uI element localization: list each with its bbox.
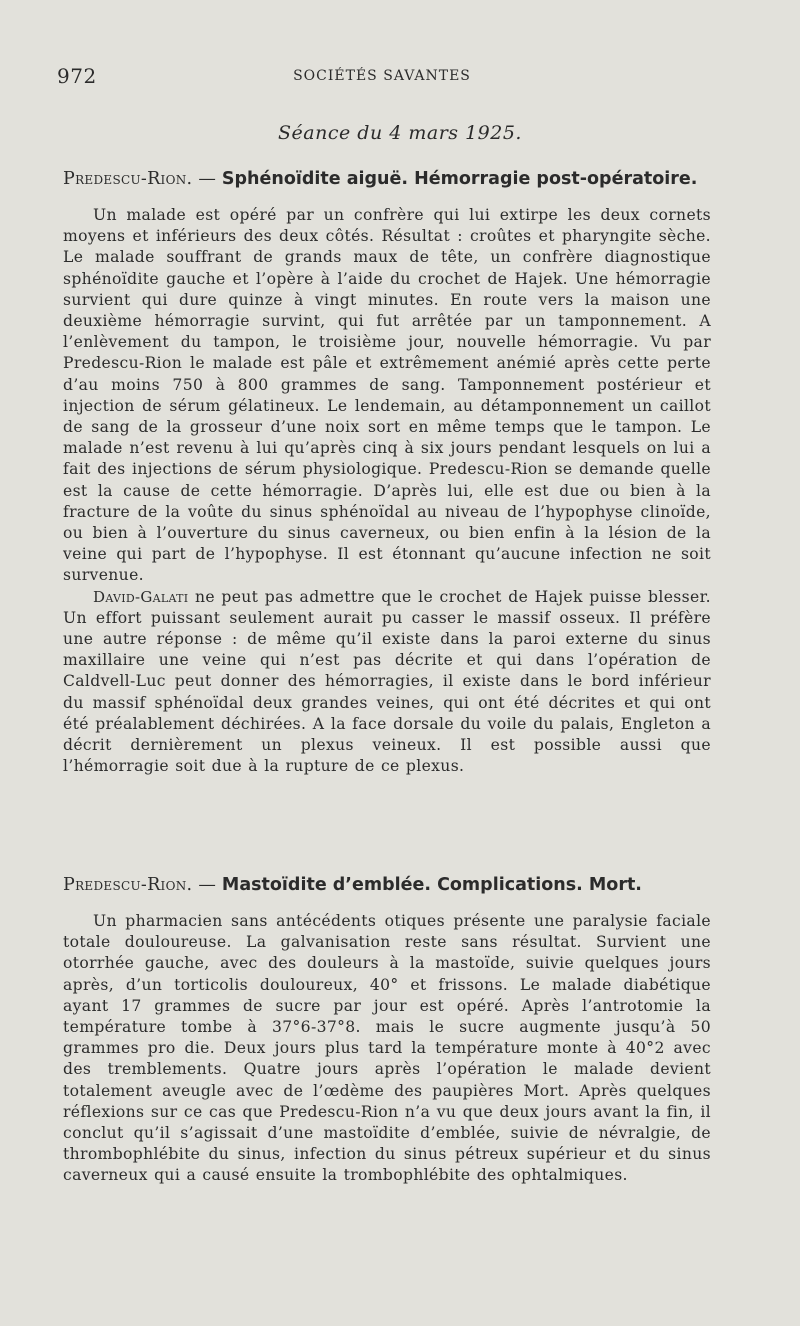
article-paragraph: Un pharmacien sans antécédents otiques présente une paralysie faciale totale douloureuse. La galvanisation reste sans résultat. Survient une otorrhée gauche, avec des douleurs à la mastoïde, suivie quelques jours après, d’un torticolis douloureux, 40° et frissons. Le malade diabétique ayant 17 grammes de sucre par jour est opéré. Après l’antrotomie la température tombe à 37°6-37°8. mais le sucre augmente jusqu’à 50 grammes pro die. Deux jours plus tard la température monte à 40°2 avec des tremblements. Quatre jours après l’opération le malade devient totalement aveugle avec de l’œdème des paupières Mort. Après quelques réflexions sur ce cas que Predescu-Rion n’a vu que deux jours avant la fin, il conclut qu’il s’agissait d’une mastoïdite d’emblée, suivie de névralgie, de thrombophlébite du sinus, infection du sinus pétreux supérieur et du sinus caverneux qui a causé ensuite la trombophlébite des ophtalmiques. xyxy=(63,912,711,1185)
heading-dash: — xyxy=(198,169,216,189)
page-number: 972 xyxy=(57,64,97,88)
article-author: Predescu-Rion. xyxy=(63,875,193,895)
running-title: SOCIÉTÉS SAVANTES xyxy=(293,68,471,84)
discussant-name: David-Galati xyxy=(93,587,189,606)
article-heading xyxy=(63,874,711,897)
running-header xyxy=(57,64,707,88)
session-date: Séance du 4 mars 1925. xyxy=(278,122,522,144)
article-title: Sphénoïdite aiguë. Hémorragie post-opératoire. xyxy=(221,169,698,189)
discussion-text: ne peut pas admettre que le crochet de Hajek puisse blesser. Un effort puissant seulement aurait pu casser le massif osseux. Il préfère une autre réponse : de même qu’il existe dans la paroi externe du sinus maxillaire une veine qui n’est pas décrite et qui dans l’opération de Caldvell-Luc peut donner des hémorragies, il existe dans le bord inférieur du massif sphénoïdal deux grandes veines, qui ont été décrites et qui ont été préalablement déchirées. A la face dorsale du voile du palais, Engleton a décrit dernièrement un plexus veineux. Il est possible aussi que l’hémorragie soit due à la rupture de ce plexus. xyxy=(63,587,711,776)
article-title: Mastoïdite d’emblée. Complications. Mort. xyxy=(221,875,642,895)
article-author: Predescu-Rion. xyxy=(63,169,193,189)
article-mastoidite xyxy=(63,874,711,1187)
heading-dash: — xyxy=(198,875,216,895)
article-paragraph: Un malade est opéré par un confrère qui lui extirpe les deux cornets moyens et inférieurs des deux côtés. Résultat : croûtes et pharyngite sèche. Le malade souffrant de grands maux de tête, un confrère diagnostique sphénoïdite gauche et l’opère à l’aide du crochet de Hajek. Une hémorragie survient qui dure quinze à vingt minutes. En route vers la maison une deuxième hémorragie survint, qui fut arrêtée par un tamponnement. A l’enlèvement du tampon, le troisième jour, nouvelle hémorragie. Vu par Predescu-Rion le malade est pâle et extrêmement anémié après cette perte d’au moins 750 à 800 grammes de sang. Tamponnement postérieur et injection de sérum gélatineux. Le lendemain, au détamponnement un caillot de sang de la grosseur d’une noix sort en même temps que le tampon. Le malade n’est revenu à lui qu’après cinq à six jours pendant lesquels on lui a fait des injections de sérum physiologique. Predescu-Rion se demande quelle est la cause de cette hémorragie. D’après lui, elle est due ou bien à la fracture de la voûte du sinus sphénoïdal au niveau de l’hypophyse clinoïde, ou bien à l’ouverture du sinus caverneux, ou bien enfin à la lésion de la veine qui part de l’hypophyse. Il est étonnant qu’aucune infection ne soit survenue. xyxy=(63,206,711,585)
discussion-paragraph xyxy=(63,587,711,778)
article-heading xyxy=(63,168,711,191)
article-sphenoidite xyxy=(63,168,711,777)
